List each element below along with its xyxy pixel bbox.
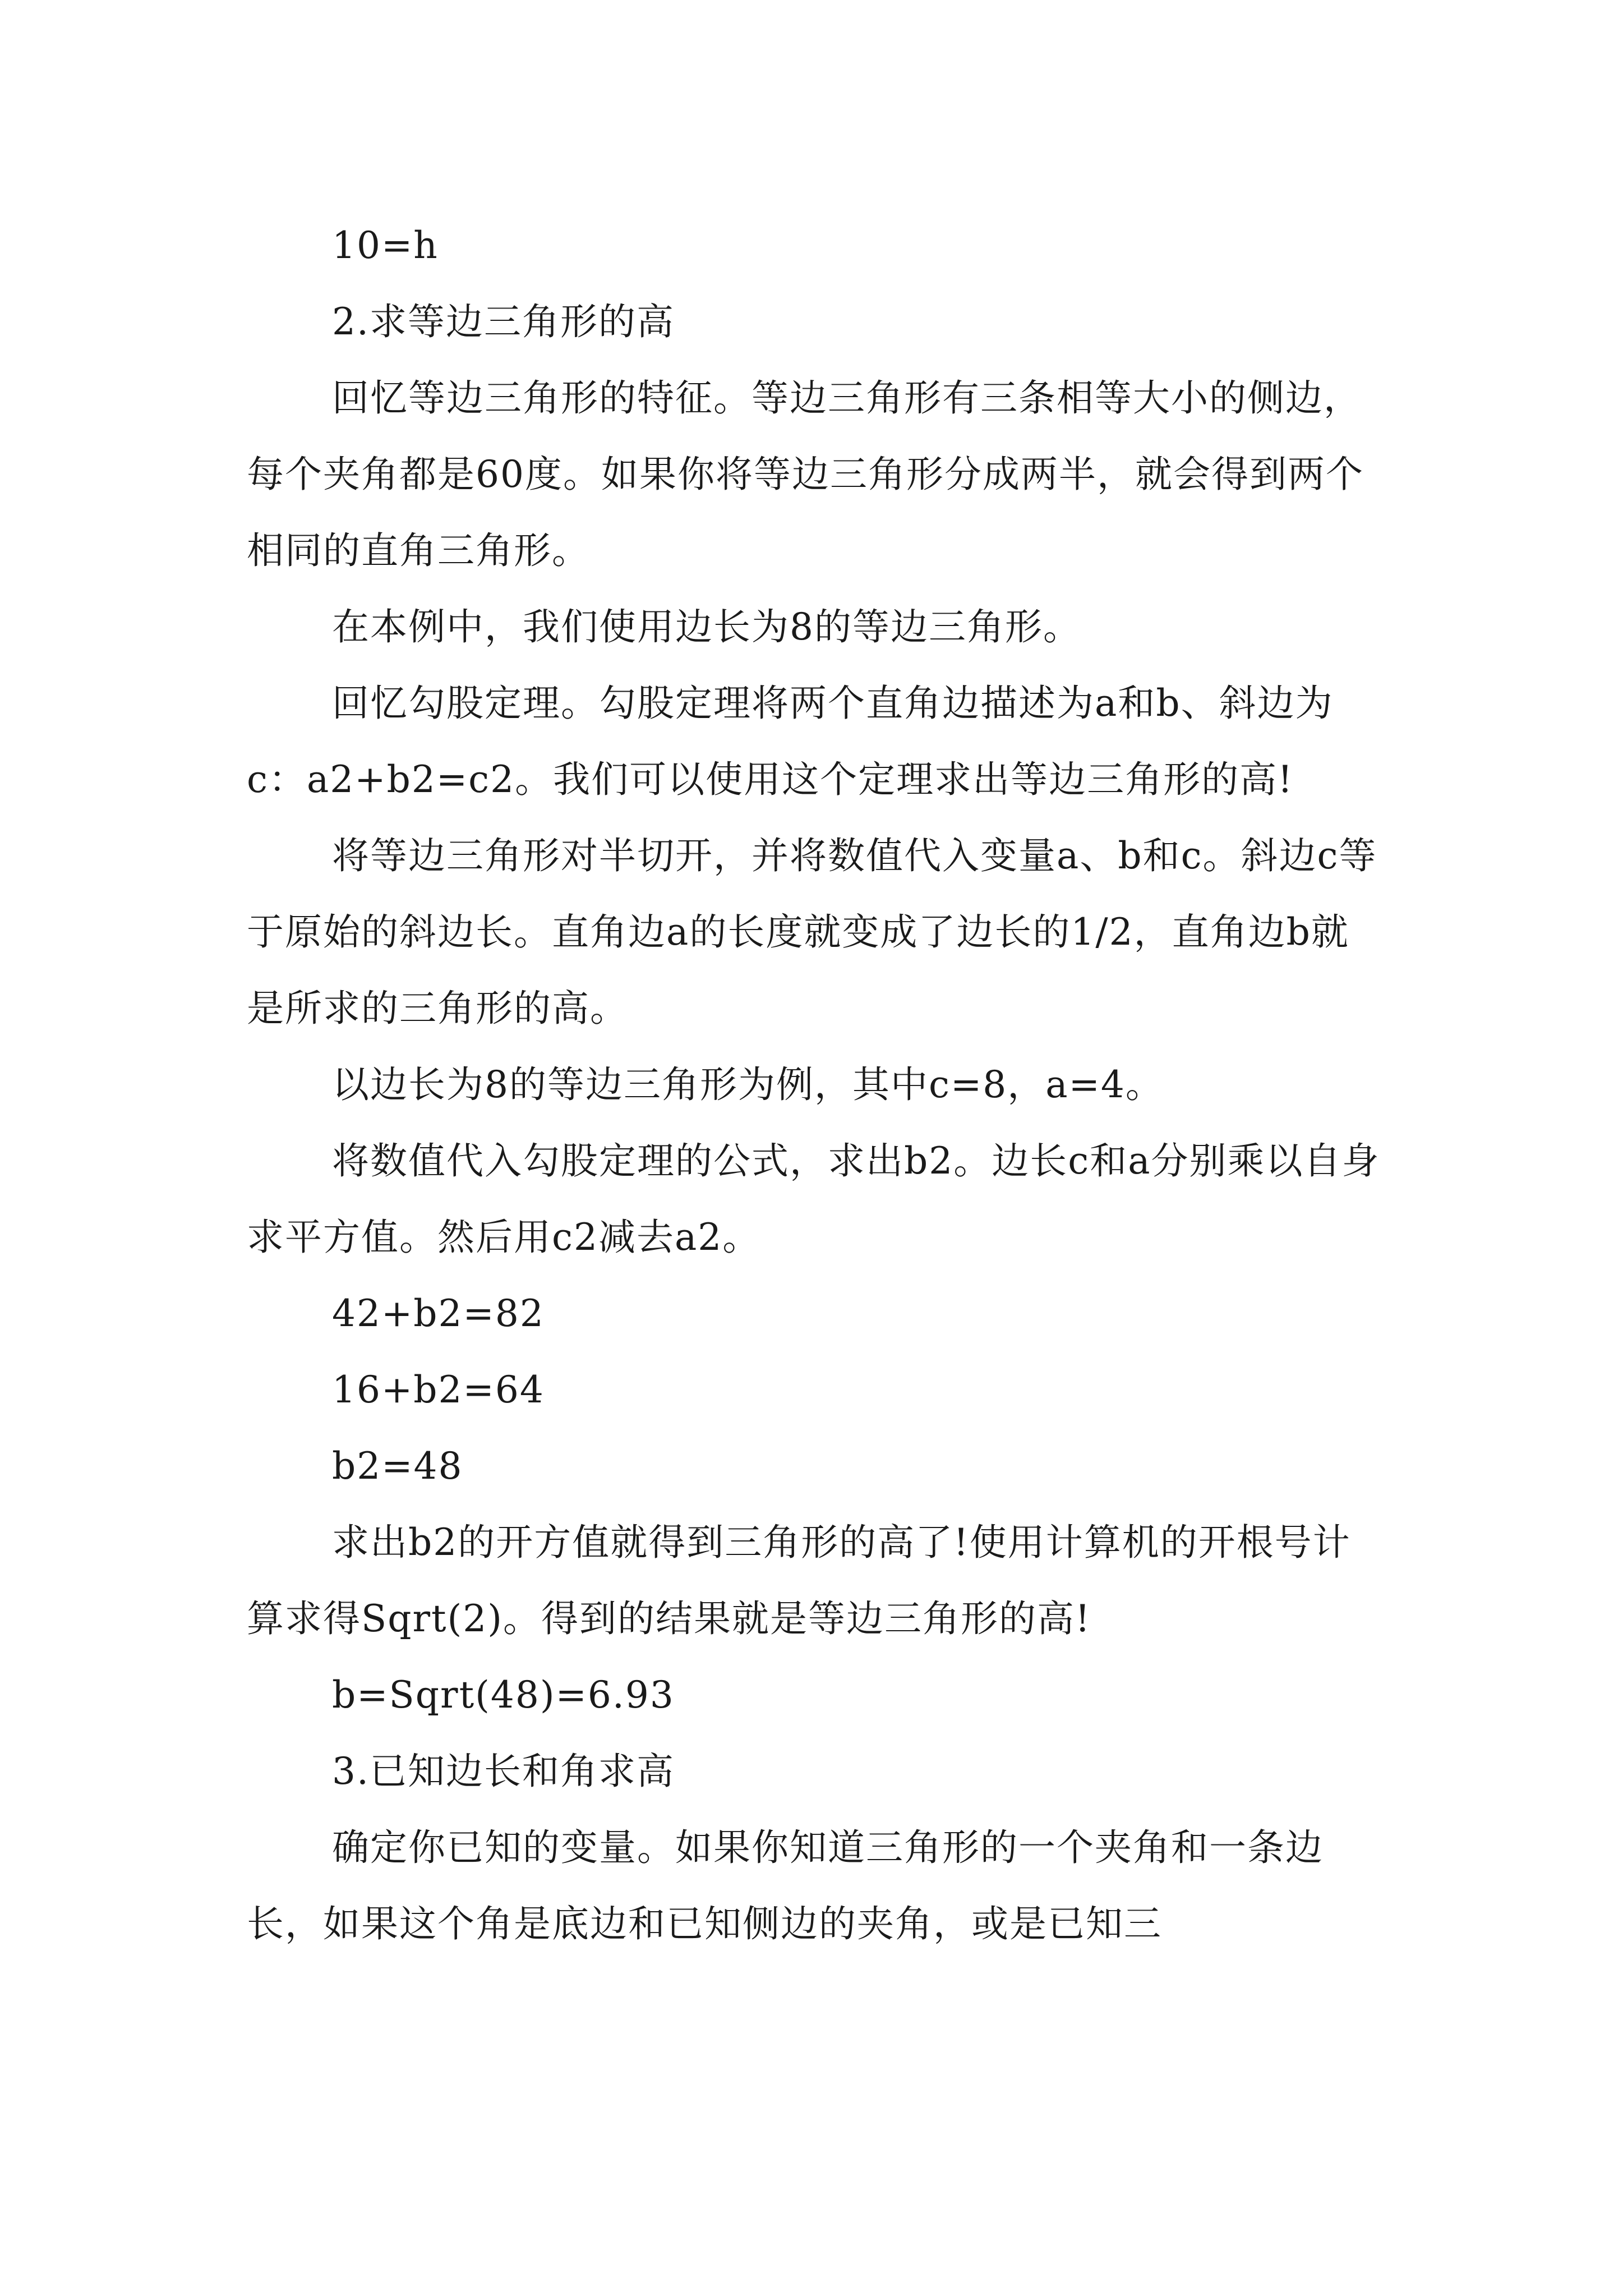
equation-line: b2=48 [332,1444,463,1488]
document-body [247,208,1385,1962]
body-paragraph: 确定你已知的变量。如果你知道三角形的一个夹角和一条边长，如果这个角是底边和已知侧边的夹角，或是已知三 [247,1826,1324,1945]
body-paragraph: 在本例中，我们使用边长为8的等边三角形。 [332,605,1081,648]
body-paragraph: 将数值代入勾股定理的公式，求出b2。边长c和a分别乘以自身求平方值。然后用c2减去a2。 [247,1139,1380,1259]
body-paragraph: 回忆勾股定理。勾股定理将两个直角边描述为a和b、斜边为c：a2+b2=c2。我们可以使用这个定理求出等边三角形的高! [247,682,1334,801]
equation-line: 16+b2=64 [332,1368,545,1411]
body-paragraph: 回忆等边三角形的特征。等边三角形有三条相等大小的侧边，每个夹角都是60度。如果你将等边三角形分成两半，就会得到两个相同的直角三角形。 [247,376,1364,572]
body-paragraph: 求出b2的开方值就得到三角形的高了!使用计算机的开根号计算求得Sqrt(2)。得到的结果就是等边三角形的高! [247,1521,1351,1640]
section-heading: 2.求等边三角形的高 [332,300,675,343]
equation-line: b=Sqrt(48)=6.93 [332,1673,675,1717]
equation-line: 42+b2=82 [332,1292,545,1335]
section-heading: 3.已知边长和角求高 [332,1750,675,1793]
equation-line: 10=h [332,224,439,267]
body-paragraph: 以边长为8的等边三角形为例，其中c=8，a=4。 [332,1063,1164,1106]
body-paragraph: 将等边三角形对半切开，并将数值代入变量a、b和c。斜边c等于原始的斜边长。直角边a的长度就变成了边长的1/2，直角边b就是所求的三角形的高。 [247,834,1377,1030]
